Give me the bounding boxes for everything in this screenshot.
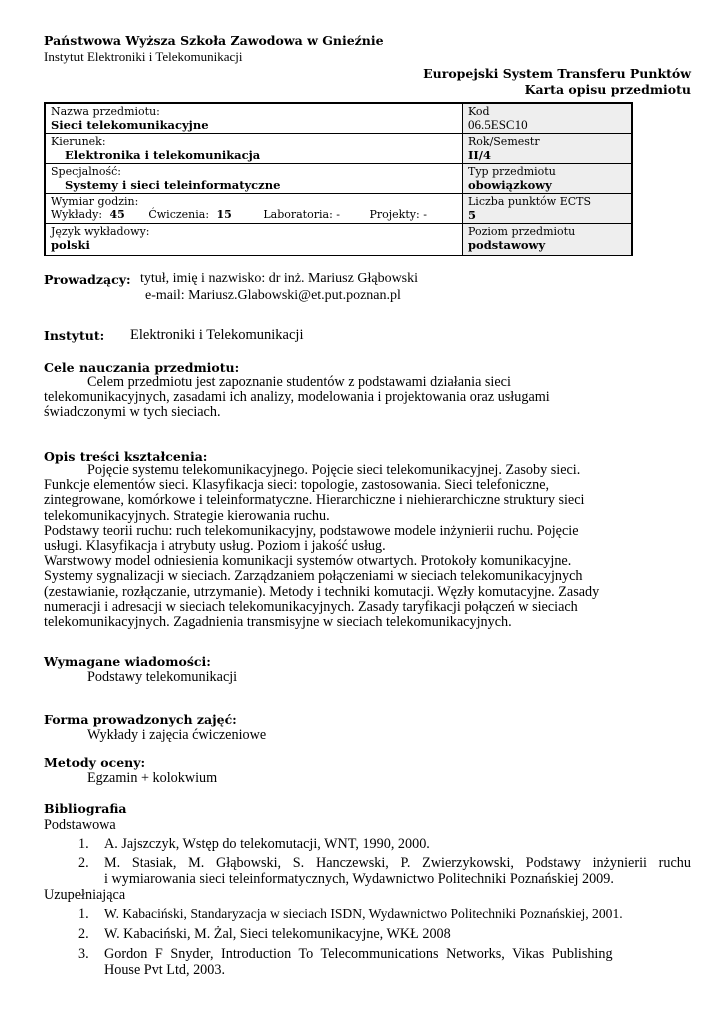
content-line: Systemy sygnalizacji w sieciach. Zarządzaniem połączeniami w sieciach telekomunikacyjnych [44,568,583,585]
basic-label: Podstawowa [44,817,116,833]
lectures-label: Wykłady: [51,208,103,221]
year-value: II/4 [468,148,491,162]
level-value: podstawowy [468,238,546,252]
content-line: Warstwowy model odniesienia komunikacji systemów otwartych. Protokoły komunikacyjne. [44,553,572,570]
lang-value: polski [51,238,90,252]
form-heading: Forma prowadzonych zajęć: [44,712,237,727]
supp-item-cont: House Pvt Ltd, 2003. [104,962,225,978]
content-line: Podstawy teorii ruchu: ruch telekomunikacyjny, podstawowe modele inżynierii ruchu. Pojęcie [44,522,579,539]
content-line: Funkcje elementów sieci. Klasyfikacja sieci: topologie, zastosowania. Sieci telefoniczne, [44,477,550,494]
supp-item: W. Kabaciński, M. Żal, Sieci telekomunikacyjne, WKŁ 2008 [104,926,451,942]
level-label: Poziom przedmiotu [468,225,576,238]
table-row [46,163,631,194]
content-line: telekomunikacyjnych. Strategie kierowania ruchu. [44,507,330,524]
supp-num: 1. [78,906,89,922]
content-line: zintegrowane, komórkowe i teleinformatyczne. Hierarchiczne i niehierarchiczne struktury sieci [44,492,585,509]
hours-label: Wymiar godzin: [51,195,139,208]
ects-label: Liczba punktów ECTS [468,195,592,208]
content-line: telekomunikacyjnych. Zagadnienia transmisyjne w sieciach telekomunikacyjnych. [44,613,512,630]
goals-line: telekomunikacyjnych, zasadami ich analizy, modelowania i projektowania oraz usługami [44,389,550,406]
table-row [46,193,631,224]
subject-value: Sieci telekomunikacyjne [51,118,209,132]
ects-value: 5 [468,208,477,222]
institute-label: Instytut: [44,328,105,343]
lectures-value: 45 [109,208,125,221]
basic-item: M. Stasiak, M. Głąbowski, S. Hanczewski, P. Zwierzykowski, Podstawy inżynierii ruchu [104,855,691,871]
basic-item-cont: i wymiarowania sieci teleinformatycznych, Wydawnictwo Politechniki Poznańskiej 2009. [104,871,614,887]
assessment-value: Egzamin + kolokwium [87,770,218,786]
lab-label: Laboratoria: - [263,208,340,221]
form-value: Wykłady i zajęcia ćwiczeniowe [87,727,267,743]
table-row [46,223,631,255]
code-label: Kod [468,105,490,118]
projects-label: Projekty: - [369,208,427,221]
field-label: Kierunek: [51,135,106,148]
bibliography-heading: Bibliografia [44,801,127,816]
basic-num: 2. [78,855,89,871]
lang-label: Język wykładowy: [51,225,150,238]
content-line: usługi. Klasyfikacja i atrybuty usług. Poziom i jakość usług. [44,537,386,554]
goals-heading: Cele nauczania przedmiotu: [44,360,240,375]
basic-num: 1. [78,836,89,852]
supplementary-label: Uzupełniająca [44,887,126,903]
required-value: Podstawy telekomunikacji [87,669,238,685]
basic-item: A. Jajszczyk, Wstęp do telekomutacji, WNT, 1990, 2000. [104,836,430,852]
assessment-heading: Metody oceny: [44,755,146,770]
lecturer-name: tytuł, imię i nazwisko: dr inż. Mariusz Głąbowski [140,271,419,286]
lecturer-label: Prowadzący: [44,272,131,287]
ects-title: Europejski System Transferu Punktów [423,66,691,81]
code-value: 06.5ESC10 [468,117,528,132]
field-value: Elektronika i telekomunikacja [65,148,261,162]
spec-label: Specjalność: [51,165,121,178]
university-name: Państwowa Wyższa Szkoła Zawodowa w Gnieźnie [44,33,384,48]
content-heading: Opis treści kształcenia: [44,449,208,464]
type-value: obowiązkowy [468,178,552,192]
required-heading: Wymagane wiadomości: [44,654,211,669]
institute-name: Instytut Elektroniki i Telekomunikacji [44,49,243,64]
hours-breakdown [51,208,427,221]
content-line: (zestawianie, rozłączanie, utrzymanie). Metody i techniki komutacji. Węzły komutacyjne. Zasady [44,583,600,600]
type-label: Typ przedmiotu [468,165,556,178]
supp-num: 2. [78,926,89,942]
goals-text [44,375,694,421]
card-title: Karta opisu przedmiotu [524,82,691,97]
lecturer-email: e-mail: Mariusz.Glabowski@et.put.poznan.pl [145,288,401,303]
institute-value: Elektroniki i Telekomunikacji [130,327,304,343]
goals-line: Celem przedmiotu jest zapoznanie studentów z podstawami działania sieci [87,374,511,390]
spec-value: Systemy i sieci teleinformatyczne [65,178,281,192]
table-row [46,104,631,133]
subject-label: Nazwa przedmiotu: [51,105,160,118]
content-line: numeracji i adresacji w sieciach telekomunikacyjnych. Zasady taryfikacji połączeń w sieciach [44,598,578,615]
year-label: Rok/Semestr [468,135,540,148]
supp-item: W. Kabaciński, Standaryzacja w sieciach ISDN, Wydawnictwo Politechniki Poznańskiej, 2001. [104,906,623,921]
course-info-table [44,102,633,256]
table-row [46,133,631,164]
goals-line: świadczonymi w tych sieciach. [44,404,221,421]
content-line: Pojęcie systemu telekomunikacyjnego. Pojęcie sieci telekomunikacyjnej. Zasoby sieci. [87,462,581,478]
supp-num: 3. [78,946,89,962]
supp-item: Gordon F Snyder, Introduction To Telecommunications Networks, Vikas Publishing [104,946,613,962]
exercises-label: Ćwiczenia: [148,208,210,221]
content-text [44,463,694,630]
exercises-value: 15 [216,208,232,221]
